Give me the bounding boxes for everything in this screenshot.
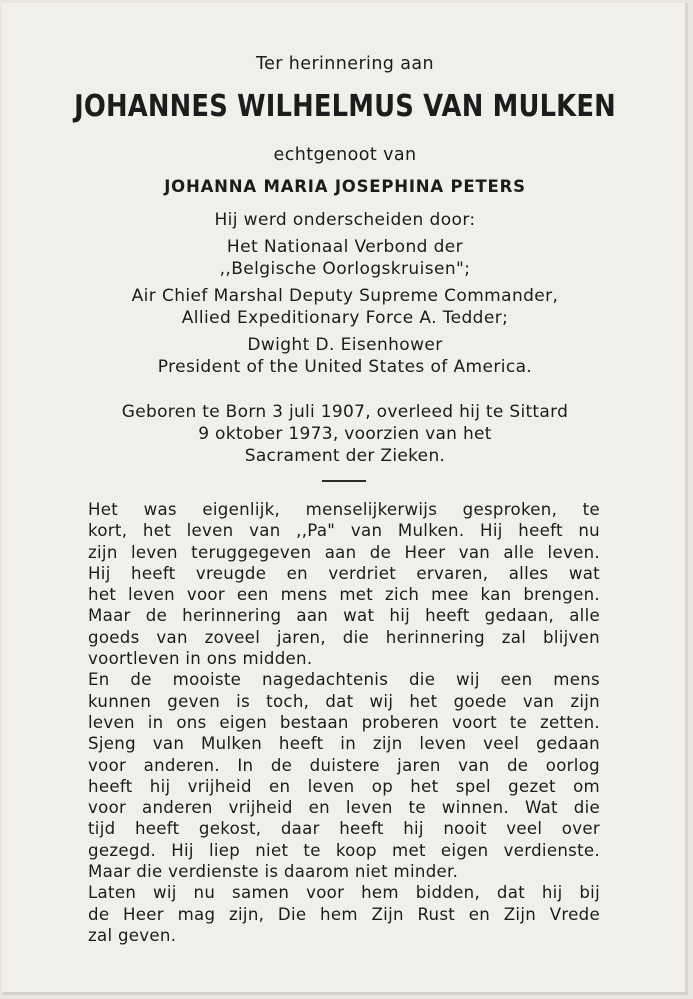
text-line: de Heer mag zijn, Die hem Zijn Rust en Zijn Vrede	[88, 904, 600, 924]
spouse-name: JOHANNA MARIA JOSEPHINA PETERS	[164, 177, 526, 196]
text-line: heeft hij vrijheid en leven op het spel gezet om	[88, 776, 600, 796]
text-line: zijn leven teruggegeven aan de Heer van alle leven.	[88, 542, 600, 562]
text-line: Maar de herinnering aan wat hij heeft gedaan, alle	[88, 606, 600, 626]
birth-death-section	[2, 401, 688, 467]
text-line: Laten wij nu samen voor hem bidden, dat hij bij	[88, 883, 600, 903]
honor-line: Dwight D. Eisenhower	[247, 335, 443, 355]
birth-line: Sacrament der Zieken.	[244, 446, 446, 466]
text-line: Maar die verdienste is daarom niet minder.	[88, 862, 459, 882]
text-line: voortleven in ons midden.	[88, 649, 313, 669]
honor-line: ,,Belgische Oorlogskruisen";	[219, 259, 471, 279]
honors-intro: Hij werd onderscheiden door:	[214, 210, 476, 230]
intro-text: Ter herinnering aan	[255, 54, 435, 74]
honor-line: Air Chief Marshal Deputy Supreme Commander,	[131, 286, 559, 306]
text-line: voor anderen vrijheid en leven te winnen. Wat die	[88, 798, 600, 818]
spouse-label: echtgenoot van	[273, 145, 417, 165]
text-line: het leven voor een mens met zich mee kan brengen.	[88, 585, 600, 605]
birth-line: 9 oktober 1973, voorzien van het	[198, 424, 492, 444]
honor-line: Het Nationaal Verbond der	[226, 237, 464, 257]
text-line: leven in ons eigen bestaan proberen voort te zetten.	[88, 712, 600, 732]
text-line: goeds van zoveel jaren, die herinnering zal blijven	[88, 627, 600, 647]
honor-line: President of the United States of America.	[157, 357, 533, 377]
text-line: Sjeng van Mulken heeft in zijn leven veel gedaan	[88, 734, 600, 754]
text-line: tijd heeft gekost, daar heeft hij nooit veel over	[88, 819, 600, 839]
text-line: gezegd. Hij liep niet te koop met eigen verdienste.	[88, 840, 600, 860]
memorial-card	[2, 3, 688, 995]
birth-line: Geboren te Born 3 juli 1907, overleed hij te Sittard	[121, 402, 569, 422]
text-line: kunnen geven is toch, dat wij het goede van zijn	[88, 691, 600, 711]
text-line: Hij heeft vreugde en verdriet ervaren, alles wat	[88, 563, 600, 583]
text-line: zal geven.	[88, 925, 177, 945]
deceased-name: JOHANNES WILHELMUS VAN MULKEN	[74, 89, 616, 124]
text-line: En de mooiste nagedachtenis die wij een mens	[88, 670, 600, 690]
text-line: kort, het leven van ,,Pa" van Mulken. Hij heeft nu	[88, 521, 600, 541]
text-line: voor anderen. In de duistere jaren van de oorlog	[88, 755, 600, 775]
honor-line: Allied Expeditionary Force A. Tedder;	[181, 308, 509, 328]
memorial-text	[88, 499, 600, 946]
divider-rule	[322, 480, 366, 482]
text-line: Het was eigenlijk, menselijkerwijs gesproken, te	[88, 500, 600, 519]
honors-section	[2, 209, 688, 378]
